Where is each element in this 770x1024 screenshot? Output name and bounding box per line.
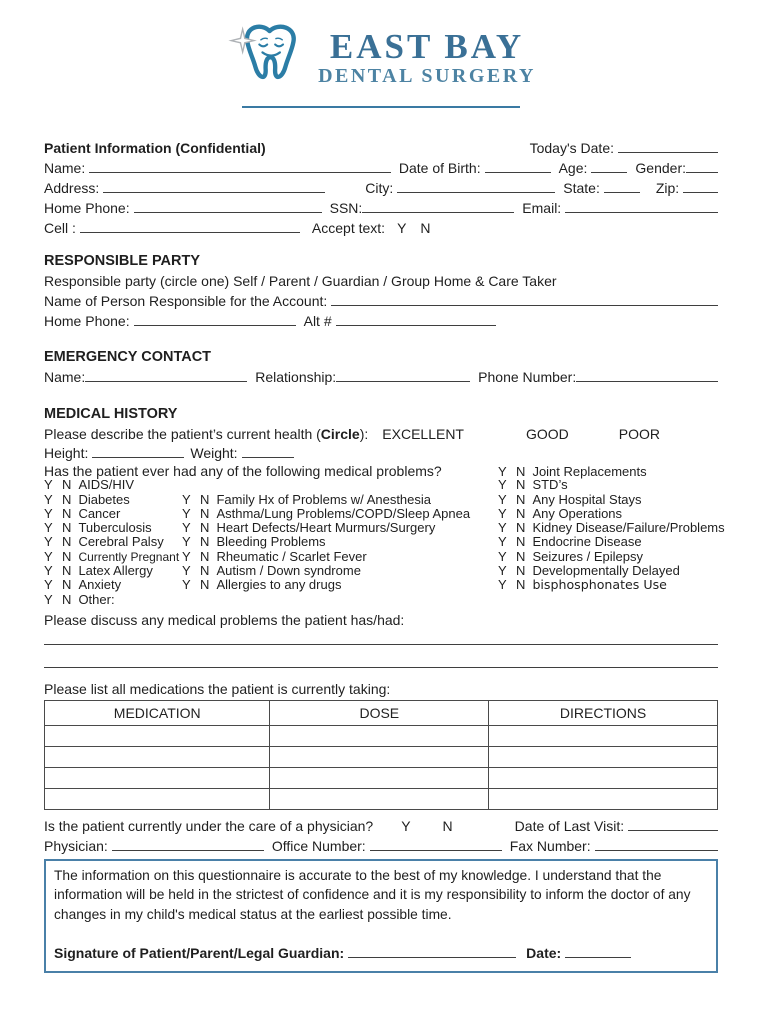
medical-problem-item[interactable] bbox=[182, 577, 498, 592]
age-label: Age: bbox=[558, 160, 588, 176]
medical-problem-label: Any Operations bbox=[532, 505, 623, 521]
medical-problem-label: Tuberculosis bbox=[78, 520, 152, 536]
medical-problem-label: Kidney Disease/Failure/Problems bbox=[532, 520, 725, 536]
yes-no-options[interactable]: Y N bbox=[498, 577, 526, 593]
medical-problem-item[interactable] bbox=[182, 534, 498, 549]
medical-problem-label: AIDS/HIV bbox=[78, 477, 135, 493]
yes-no-options[interactable]: Y N bbox=[44, 548, 72, 564]
medical-problem-label: Other: bbox=[78, 591, 115, 607]
medical-problem-label: Currently Pregnant bbox=[78, 549, 180, 564]
office-number-line[interactable] bbox=[370, 840, 502, 851]
medical-problem-item[interactable] bbox=[44, 492, 182, 507]
clinic-name: EAST BAY bbox=[329, 27, 525, 66]
medical-problem-item[interactable] bbox=[182, 549, 498, 564]
medical-problem-item[interactable] bbox=[498, 520, 725, 536]
medical-problem-label: Developmentally Delayed bbox=[532, 563, 680, 579]
yes-no-options[interactable]: Y N bbox=[44, 505, 72, 521]
yes-no-options[interactable]: Y N bbox=[182, 563, 210, 579]
last-visit-line[interactable] bbox=[628, 820, 718, 831]
yes-no-options[interactable]: Y N bbox=[44, 563, 72, 579]
email-line[interactable] bbox=[565, 202, 718, 213]
yes-no-options[interactable]: Y N bbox=[498, 477, 526, 493]
medical-problem-row bbox=[44, 549, 718, 563]
yes-no-options[interactable]: Y N bbox=[44, 520, 72, 536]
rp-home-phone-line[interactable] bbox=[134, 315, 296, 326]
physician-no[interactable]: N bbox=[442, 817, 453, 834]
consent-text-line: The information on this questionnaire is accurate to the best of my knowledge. I understand that the bbox=[54, 867, 662, 883]
medical-problem-row bbox=[44, 463, 718, 477]
todays-date-line[interactable] bbox=[618, 142, 718, 153]
state-label: State: bbox=[563, 180, 600, 196]
dose-cell[interactable] bbox=[270, 746, 489, 767]
email-label: Email: bbox=[522, 200, 562, 216]
ec-phone-label: Phone Number: bbox=[478, 369, 577, 385]
directions-cell[interactable] bbox=[489, 767, 718, 788]
medical-problem-label: Seizures / Epilepsy bbox=[532, 548, 643, 564]
state-line[interactable] bbox=[604, 182, 640, 193]
health-option-excellent[interactable]: EXCELLENT bbox=[382, 426, 464, 442]
tooth-sparkle-icon bbox=[226, 14, 310, 102]
accept-text-label: Accept text: bbox=[311, 220, 386, 236]
todays-date-label: Today's Date: bbox=[529, 140, 614, 156]
discuss-prompt: Please discuss any medical problems the patient has/had: bbox=[44, 611, 405, 628]
medical-problem-item[interactable] bbox=[498, 477, 718, 492]
height-weight-row bbox=[44, 442, 718, 461]
account-name-label: Name of Person Responsible for the Account: bbox=[44, 293, 328, 309]
medical-problem-item[interactable] bbox=[182, 492, 498, 507]
consent-box bbox=[44, 859, 718, 974]
accept-text-yes[interactable]: Y bbox=[397, 220, 407, 236]
home-phone-row bbox=[44, 196, 718, 216]
medical-problem-row bbox=[44, 520, 725, 536]
medical-problem-label: Cancer bbox=[78, 505, 121, 521]
home-phone-label: Home Phone: bbox=[44, 200, 130, 216]
yes-no-options[interactable]: Y N bbox=[44, 491, 72, 507]
name-label: Name: bbox=[44, 160, 86, 176]
medication-row bbox=[45, 746, 718, 767]
medical-problem-label: Has the patient ever had any of the following medical problems? bbox=[44, 463, 442, 479]
medical-history-heading: MEDICAL HISTORY bbox=[44, 406, 178, 422]
logo-underline bbox=[242, 106, 520, 108]
physician-line[interactable] bbox=[112, 840, 264, 851]
yes-no-options[interactable]: Y N bbox=[44, 577, 72, 593]
medication-cell[interactable] bbox=[45, 788, 270, 809]
yes-no-options[interactable]: Y N bbox=[498, 505, 526, 521]
medical-problems-grid bbox=[44, 463, 725, 607]
yes-no-options[interactable]: Y N bbox=[182, 520, 210, 536]
physician-detail-row bbox=[44, 834, 718, 854]
dose-cell[interactable] bbox=[270, 767, 489, 788]
weight-label: Weight: bbox=[190, 445, 238, 461]
ssn-line[interactable] bbox=[362, 202, 514, 213]
discuss-line-1[interactable] bbox=[44, 644, 718, 645]
medical-problem-item[interactable] bbox=[182, 506, 498, 521]
fax-number-label: Fax Number: bbox=[509, 837, 591, 854]
yes-no-options[interactable]: Y N bbox=[498, 563, 526, 579]
yes-no-options[interactable]: Y N bbox=[498, 520, 526, 536]
zip-line[interactable] bbox=[683, 182, 718, 193]
medications-table bbox=[44, 700, 718, 810]
ssn-label: SSN: bbox=[329, 200, 363, 216]
medical-problem-label: Any Hospital Stays bbox=[532, 491, 642, 507]
dose-cell[interactable] bbox=[270, 725, 489, 746]
account-name-line[interactable] bbox=[331, 295, 718, 306]
medical-problem-item[interactable] bbox=[44, 592, 182, 607]
medical-problem-row bbox=[44, 592, 718, 606]
alt-number-label: Alt # bbox=[303, 313, 332, 329]
medical-problem-label: Joint Replacements bbox=[532, 464, 647, 479]
medical-problem-row bbox=[44, 563, 718, 577]
medical-problem-item[interactable] bbox=[498, 506, 718, 521]
medical-problem-label: Diabetes bbox=[78, 491, 130, 507]
yes-no-options[interactable]: Y N bbox=[44, 534, 72, 550]
emergency-contact-row bbox=[44, 365, 718, 385]
medical-problem-item[interactable] bbox=[44, 506, 182, 521]
physician-label: Physician: bbox=[44, 837, 108, 854]
medical-problem-item[interactable] bbox=[44, 534, 182, 549]
directions-cell[interactable] bbox=[489, 746, 718, 767]
gender-line[interactable] bbox=[686, 162, 718, 173]
consent-text-line: information will be held in the strictest of confidence and it is my responsibility to inform the doctor of any bbox=[54, 887, 691, 903]
yes-no-options[interactable]: Y N bbox=[182, 577, 210, 593]
medical-problem-row bbox=[44, 534, 718, 548]
ec-phone-line[interactable] bbox=[576, 371, 718, 382]
weight-line[interactable] bbox=[242, 447, 294, 458]
gender-label: Gender: bbox=[635, 160, 686, 176]
medical-problem-item[interactable] bbox=[498, 492, 718, 507]
medical-problem-label: Allergies to any drugs bbox=[216, 577, 342, 593]
responsible-party-heading: RESPONSIBLE PARTY bbox=[44, 253, 201, 269]
medical-problem-label: Autism / Down syndrome bbox=[216, 563, 361, 579]
zip-label: Zip: bbox=[655, 180, 680, 196]
emergency-contact-heading: EMERGENCY CONTACT bbox=[44, 349, 212, 365]
cell-label: Cell : bbox=[44, 220, 76, 236]
yes-no-options[interactable]: Y N bbox=[44, 591, 72, 607]
office-number-label: Office Number: bbox=[271, 837, 366, 854]
alt-number-line[interactable] bbox=[336, 315, 496, 326]
directions-column-header: DIRECTIONS bbox=[489, 700, 718, 725]
medications-header-row bbox=[45, 700, 718, 725]
physician-yes[interactable]: Y bbox=[401, 817, 411, 834]
signature-date-label: Date: bbox=[526, 945, 562, 962]
medical-problem-item[interactable] bbox=[44, 577, 182, 592]
name-row bbox=[44, 156, 718, 176]
medical-problem-label: Bleeding Problems bbox=[216, 534, 326, 550]
height-line[interactable] bbox=[92, 447, 184, 458]
ec-name-label: Name: bbox=[44, 369, 86, 385]
yes-no-options[interactable]: Y N bbox=[498, 464, 526, 479]
medical-problem-item[interactable] bbox=[182, 563, 498, 578]
medical-problem-item[interactable] bbox=[44, 563, 182, 578]
ec-relationship-line[interactable] bbox=[336, 371, 470, 382]
health-option-good[interactable]: GOOD bbox=[525, 426, 569, 442]
medical-problem-row bbox=[44, 477, 718, 491]
ec-relationship-label: Relationship: bbox=[255, 369, 337, 385]
rp-phone-row bbox=[44, 309, 718, 329]
yes-no-options[interactable]: Y N bbox=[182, 491, 210, 507]
signature-date-line[interactable] bbox=[565, 947, 631, 958]
signature-row bbox=[54, 941, 706, 961]
dose-cell[interactable] bbox=[270, 788, 489, 809]
medical-problem-item[interactable] bbox=[498, 534, 718, 549]
medical-problem-label: Cerebral Palsy bbox=[78, 534, 164, 550]
medical-problem-item[interactable] bbox=[44, 549, 182, 564]
medical-problem-item[interactable] bbox=[44, 520, 182, 535]
clinic-logo bbox=[44, 14, 718, 108]
medical-problem-item[interactable] bbox=[498, 563, 718, 578]
medical-problem-row bbox=[44, 506, 718, 520]
dob-label: Date of Birth: bbox=[398, 160, 481, 176]
medical-problem-item[interactable] bbox=[498, 577, 718, 592]
cell-row bbox=[44, 216, 718, 236]
health-rating-row bbox=[44, 422, 718, 442]
accept-text-no[interactable]: N bbox=[420, 220, 431, 236]
yes-no-options[interactable]: Y N bbox=[44, 477, 72, 493]
health-prompt-suffix: ): bbox=[359, 426, 369, 442]
medication-cell[interactable] bbox=[45, 767, 270, 788]
medical-problem-row bbox=[44, 492, 718, 506]
cell-line[interactable] bbox=[80, 222, 300, 233]
address-line[interactable] bbox=[103, 182, 325, 193]
health-option-poor[interactable]: POOR bbox=[618, 426, 660, 442]
medical-problem-label: Endocrine Disease bbox=[532, 534, 642, 550]
signature-line[interactable] bbox=[348, 947, 516, 958]
address-row bbox=[44, 176, 718, 196]
age-line[interactable] bbox=[591, 162, 627, 173]
directions-cell[interactable] bbox=[489, 725, 718, 746]
yes-no-options[interactable]: Y N bbox=[182, 548, 210, 564]
signature-label: Signature of Patient/Parent/Legal Guardian: bbox=[54, 945, 345, 962]
medication-cell[interactable] bbox=[45, 725, 270, 746]
medications-prompt: Please list all medications the patient is currently taking: bbox=[44, 680, 391, 697]
medical-problem-item[interactable] bbox=[182, 520, 498, 535]
medical-problem-label: bisphosphonates Use bbox=[532, 577, 667, 593]
home-phone-line[interactable] bbox=[134, 202, 322, 213]
dose-column-header: DOSE bbox=[270, 700, 489, 725]
yes-no-options[interactable]: Y N bbox=[182, 534, 210, 550]
height-label: Height: bbox=[44, 445, 89, 461]
medication-column-header: MEDICATION bbox=[45, 700, 270, 725]
medication-row bbox=[45, 767, 718, 788]
medical-problem-row bbox=[44, 577, 718, 591]
responsible-party-options[interactable]: Responsible party (circle one) Self / Parent / Guardian / Group Home & Care Taker bbox=[44, 273, 557, 289]
medication-row bbox=[45, 788, 718, 809]
discuss-line-2[interactable] bbox=[44, 667, 718, 668]
medication-row bbox=[45, 725, 718, 746]
directions-cell[interactable] bbox=[489, 788, 718, 809]
medical-problem-item[interactable] bbox=[44, 477, 498, 492]
last-visit-label: Date of Last Visit: bbox=[514, 817, 625, 834]
ec-name-line[interactable] bbox=[85, 371, 247, 382]
patient-info-heading: Patient Information (Confidential) bbox=[44, 140, 266, 156]
name-line[interactable] bbox=[89, 162, 391, 173]
clinic-tagline: DENTAL SURGERY bbox=[318, 65, 536, 87]
patient-info-header-row bbox=[44, 136, 718, 156]
city-label: City: bbox=[365, 180, 394, 196]
medical-problem-item[interactable] bbox=[498, 549, 718, 564]
medical-problem-label: Latex Allergy bbox=[78, 563, 153, 579]
yes-no-options[interactable]: Y N bbox=[498, 548, 526, 564]
yes-no-options[interactable]: Y N bbox=[182, 505, 210, 521]
medical-problem-label: Asthma/Lung Problems/COPD/Sleep Apnea bbox=[216, 505, 471, 521]
medical-problem-label: Anxiety bbox=[78, 577, 122, 593]
fax-number-line[interactable] bbox=[595, 840, 718, 851]
medical-problem-label: Family Hx of Problems w/ Anesthesia bbox=[216, 491, 432, 507]
consent-text-line: changes in my child's medical status at the earliest possible time. bbox=[54, 906, 452, 922]
dob-line[interactable] bbox=[485, 162, 551, 173]
medical-problem-label: STD’s bbox=[532, 477, 568, 493]
account-name-row bbox=[44, 289, 718, 309]
medication-cell[interactable] bbox=[45, 746, 270, 767]
physician-question: Is the patient currently under the care of a physician? bbox=[44, 817, 374, 834]
yes-no-options[interactable]: Y N bbox=[498, 491, 526, 507]
city-line[interactable] bbox=[397, 182, 555, 193]
rp-home-phone-label: Home Phone: bbox=[44, 313, 130, 329]
yes-no-options[interactable]: Y N bbox=[498, 534, 526, 550]
health-prompt-prefix: Please describe the patient’s current health ( bbox=[44, 426, 321, 442]
health-prompt-circle: Circle bbox=[320, 426, 360, 442]
physician-question-row bbox=[44, 814, 718, 834]
address-label: Address: bbox=[44, 180, 100, 196]
medical-problem-label: Rheumatic / Scarlet Fever bbox=[216, 548, 367, 564]
medical-problem-label: Heart Defects/Heart Murmurs/Surgery bbox=[216, 520, 436, 536]
